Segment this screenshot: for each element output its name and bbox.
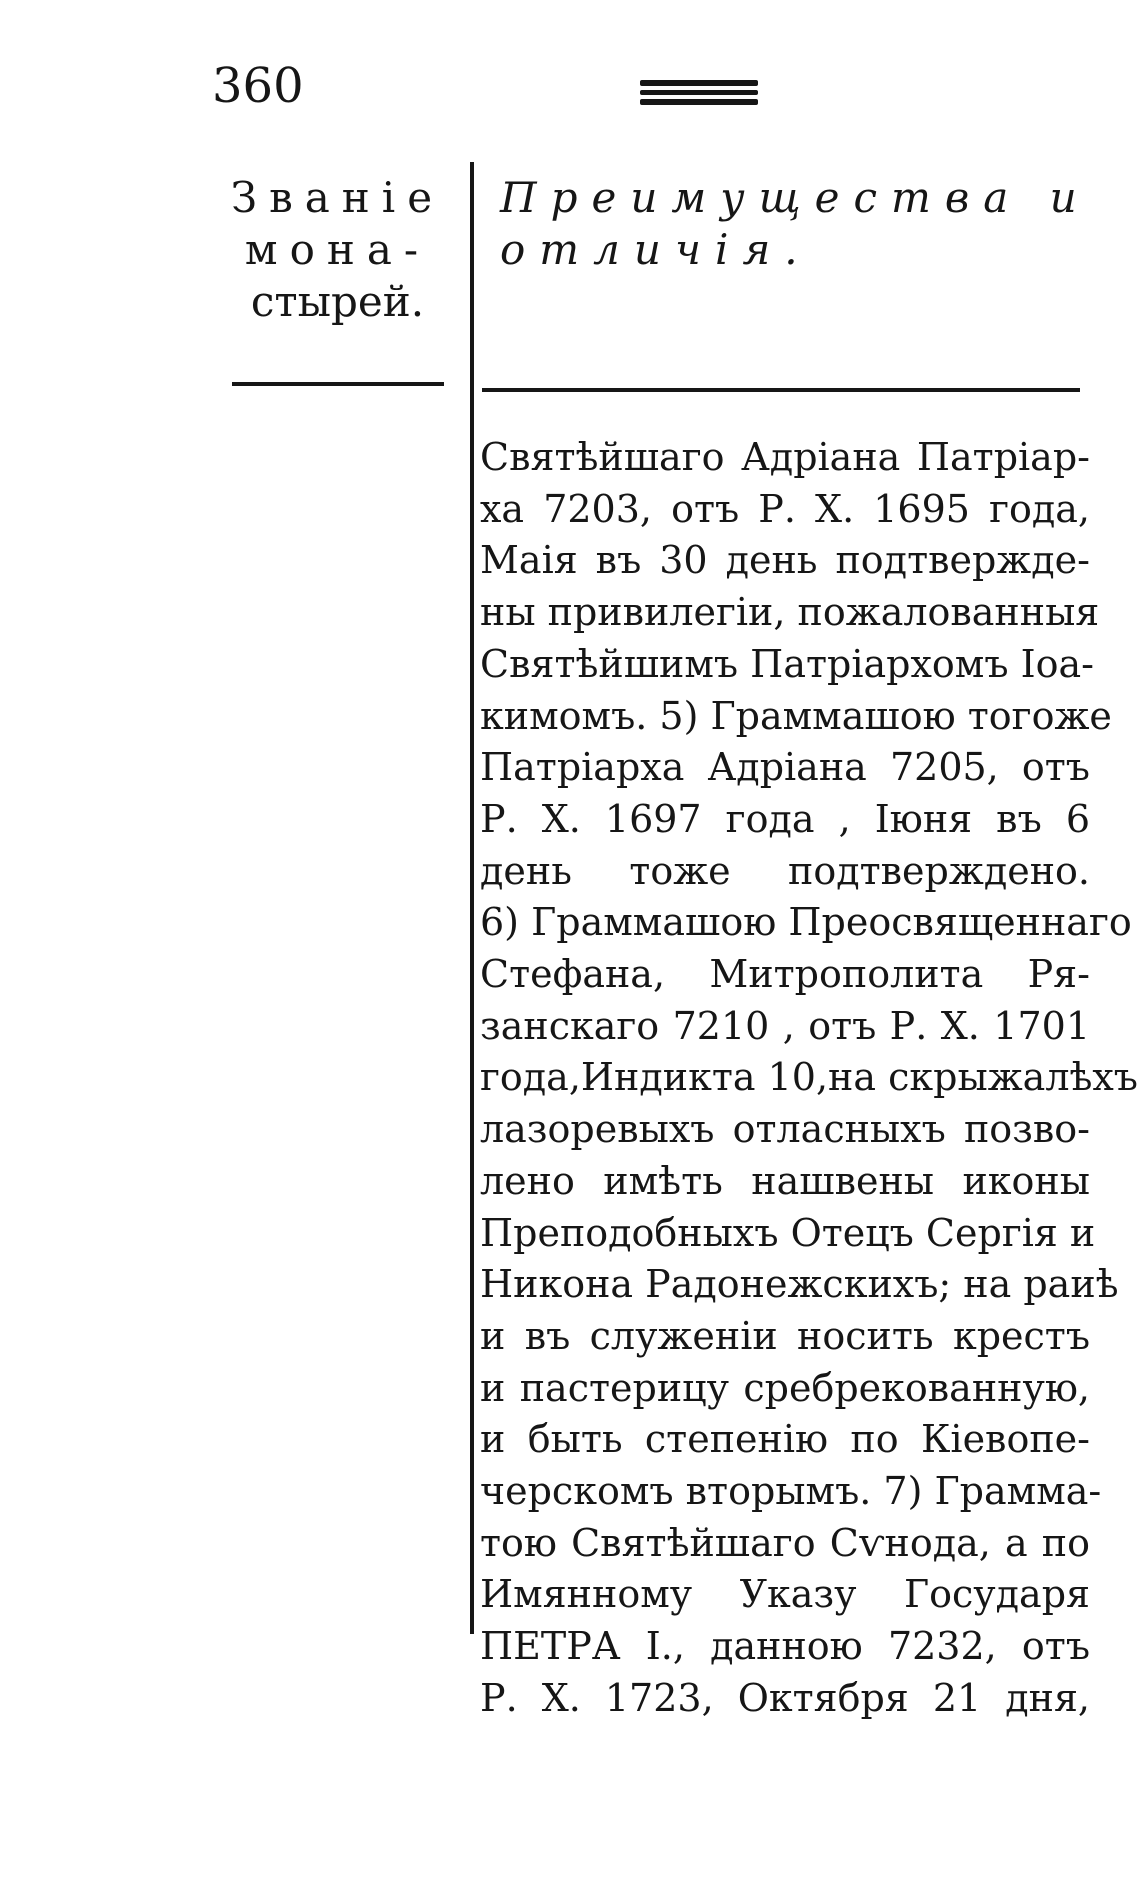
text-line: года,Индикта 10,на скрыжалѣхъ [480, 1055, 1138, 1100]
ornament-bar [640, 90, 758, 95]
text-line: занскаго 7210 , отъ Р. Х. 1701 [480, 1003, 1090, 1048]
text-line: черскомъ вторымъ. 7) Грамма- [480, 1469, 1102, 1514]
column-divider [470, 162, 474, 1634]
text-line: день тоже подтверждено. [480, 848, 1090, 893]
header-ornament [640, 80, 758, 108]
column-header-right [500, 172, 1100, 276]
header-rule-right [482, 388, 1080, 392]
ornament-bar [640, 80, 758, 86]
text-line: лазоревыхъ отласныхъ позво- [480, 1107, 1090, 1152]
text-line: Имянному Указу Государя [480, 1572, 1090, 1617]
text-line: и въ служеніи носить крестъ [480, 1313, 1090, 1358]
text-line: Никона Радонежскихъ; на раиѣ [480, 1262, 1119, 1307]
column-header-left-line: стырей. [250, 277, 425, 326]
text-line: 6) Граммашою Преосвященнаго [480, 900, 1132, 945]
page-number: 360 [212, 58, 304, 114]
text-line: ПЕТРА I., данною 7232, отъ [480, 1624, 1090, 1669]
text-line: тою Святѣйшаго Сѵнода, а по [480, 1520, 1090, 1565]
column-header-right-line: Преимущества и [500, 173, 1091, 222]
text-line: лено имѣть нашвены иконы [480, 1158, 1090, 1203]
text-line: Р. Х. 1723, Октября 21 дня, [480, 1675, 1090, 1720]
text-line: ха 7203, отъ Р. Х. 1695 года, [480, 486, 1090, 531]
text-line: Святѣйшимъ Патріархомъ Іоа- [480, 641, 1094, 686]
column-header-left [215, 172, 460, 328]
column-header-right-line: отличія. [500, 225, 812, 274]
text-line: Патріарха Адріана 7205, отъ [480, 745, 1090, 790]
text-line: Преподобныхъ Отецъ Сергія и [480, 1210, 1096, 1255]
ornament-bar [640, 99, 758, 105]
body-text [480, 432, 1138, 1725]
header-rule-left [232, 382, 444, 386]
text-line: ны привилегіи, пожалованныя [480, 590, 1100, 635]
text-line: Маія въ 30 день подтвержде- [480, 538, 1090, 583]
text-line: и пастерицу сребрекованную, [480, 1365, 1090, 1410]
column-header-left-line: мона- [244, 225, 431, 274]
text-line: кимомъ. 5) Граммашою тогоже [480, 693, 1112, 738]
text-line: Р. Х. 1697 года , Іюня въ 6 [480, 796, 1090, 841]
text-line: и быть степенію по Кіевопе- [480, 1417, 1090, 1462]
text-line: Стефана, Митрополита Ря- [480, 952, 1090, 997]
text-line: Святѣйшаго Адріана Патріар- [480, 435, 1090, 479]
column-header-left-line: Званіе [230, 173, 445, 222]
